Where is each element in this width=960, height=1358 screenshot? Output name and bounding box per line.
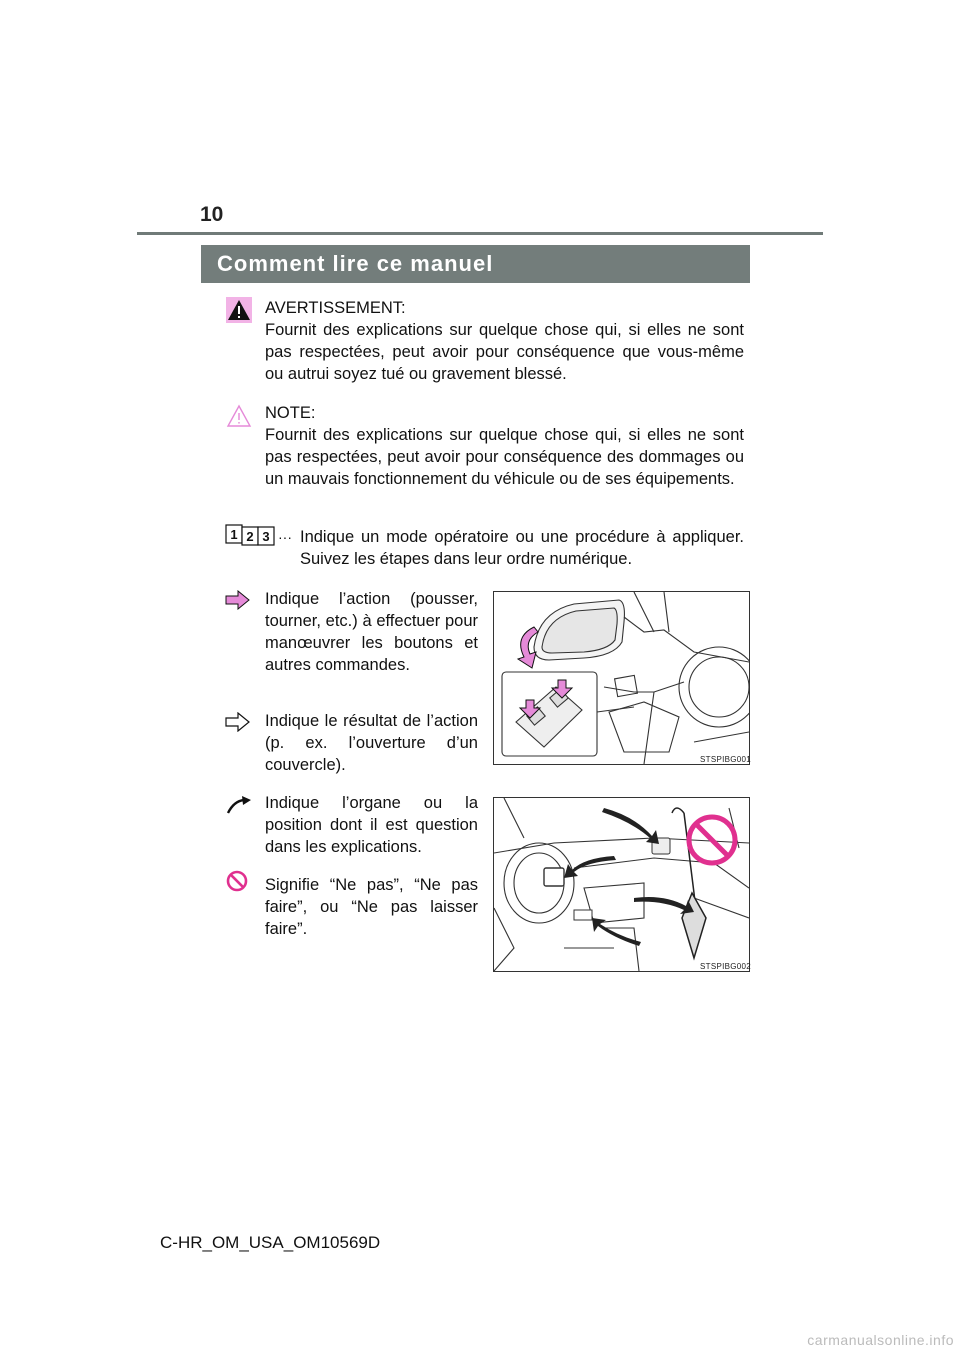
result-arrow-outline-icon [225,712,251,737]
note-title: NOTE: [265,404,316,422]
step-numbers-icon [225,524,275,551]
figure-2-caption: STSPIBG002 [700,962,752,971]
note-block [265,402,744,490]
step-digit-2: 2 [246,529,254,544]
warning-block [265,297,744,385]
note-text: Fournit des explications sur quelque chose qui, si elles ne sont pas respectées, peut avoir pour conséquence des dommages ou un mauvais fonctionnement du véhicule ou de ses équipements. [265,426,744,488]
warning-triangle-icon [226,297,252,328]
component-text: Indique l’organe ou la position dont il est question dans les explications. [265,794,478,856]
figure-interior-prohibited [493,797,750,972]
steps-ellipsis: ··· [278,529,292,545]
step-digit-3: 3 [262,529,270,544]
result-text: Indique le résultat de l’action (p. ex. l’ouverture d’un couvercle). [265,712,478,774]
document-id: C-HR_OM_USA_OM10569D [160,1233,381,1252]
caution-triangle-outline-icon [226,403,252,434]
watermark: carmanualsonline.info [807,1332,954,1348]
section-title: Comment lire ce manuel [201,245,750,283]
action-arrow-icon [225,590,251,615]
pointer-arrow-icon [226,795,252,820]
top-rule [137,232,823,235]
figure-mirror-controls [493,591,750,765]
prohibition-icon [226,870,248,897]
figure-1-caption: STSPIBG001 [700,755,752,764]
warning-title: AVERTISSEMENT: [265,299,406,317]
step-digit-1: 1 [230,527,238,542]
steps-text: Indique un mode opératoire ou une procédure à appliquer. Suivez les étapes dans leur ordre numérique. [300,528,744,568]
warning-text: Fournit des explications sur quelque chose qui, si elles ne sont pas respectées, peut avoir pour conséquence que vous-même ou autrui soyez tué ou gravement blessé. [265,321,744,383]
page-number: 10 [200,203,224,226]
prohibited-text: Signifie “Ne pas”, “Ne pas faire”, ou “Ne pas laisser faire”. [265,876,478,938]
action-text: Indique l’action (pousser, tourner, etc.) à effectuer pour manœuvrer les boutons et autres commandes. [265,590,478,674]
